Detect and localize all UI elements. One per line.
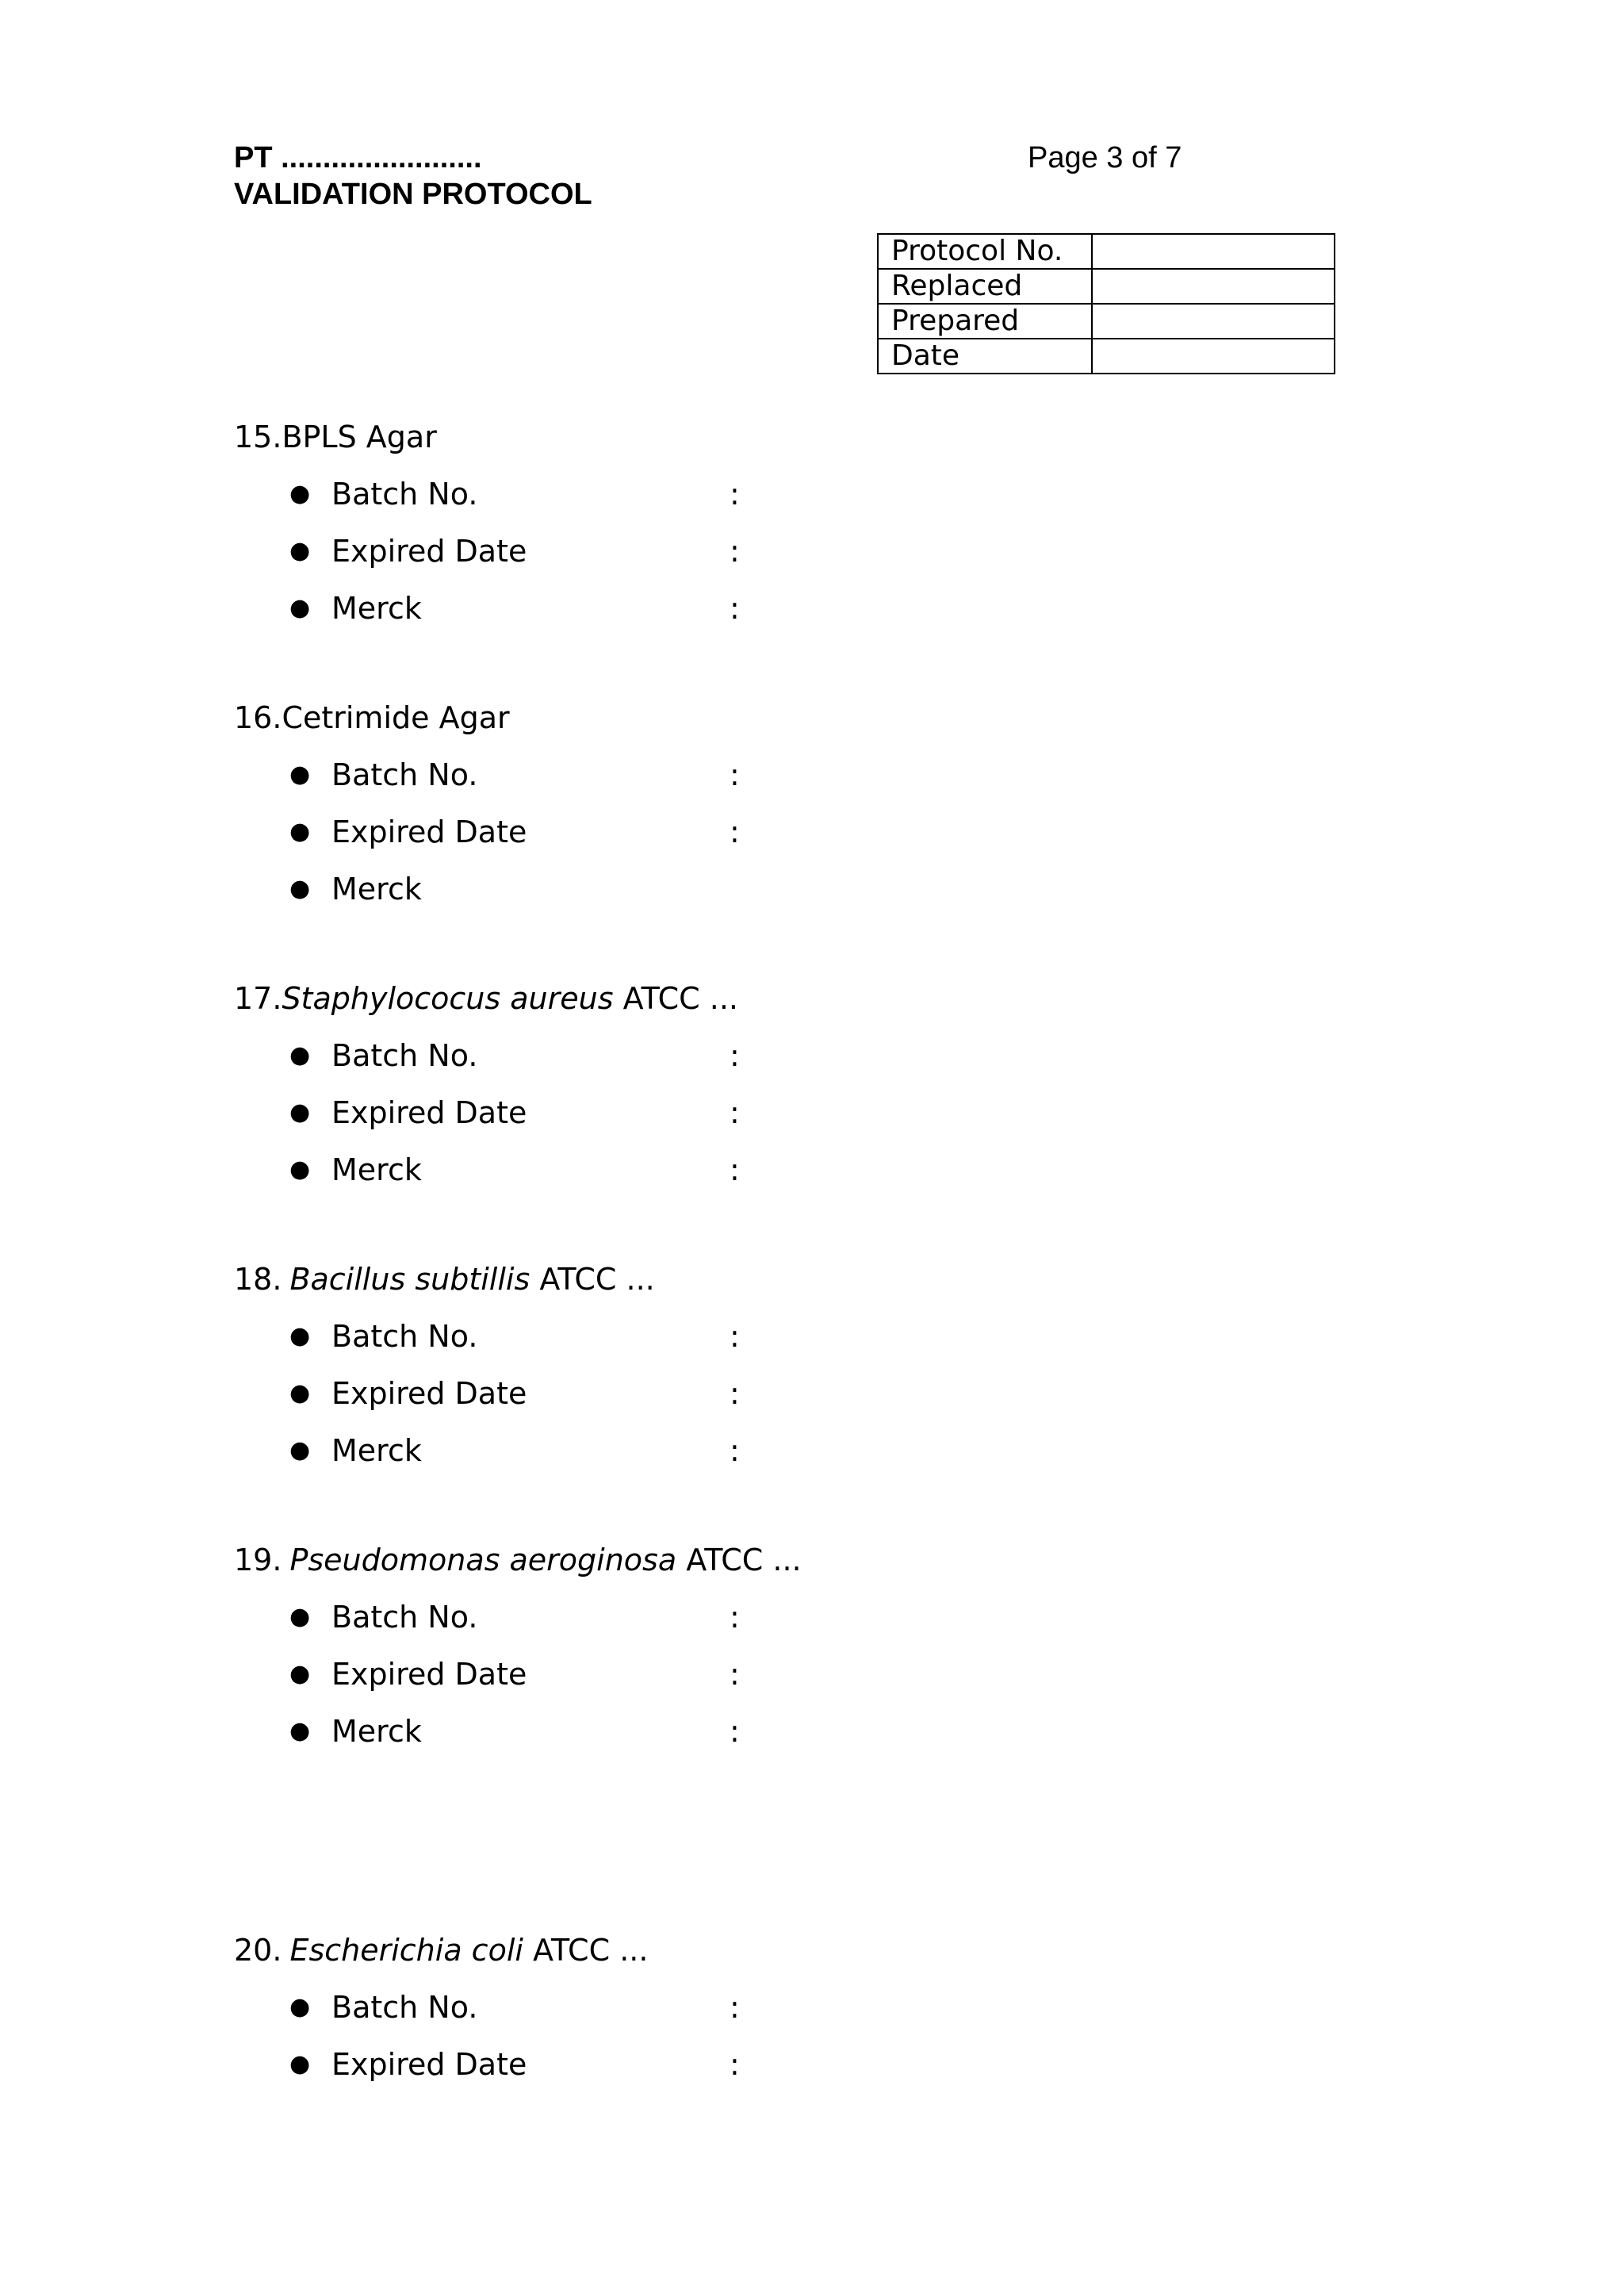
section-items	[234, 1979, 740, 2093]
item-label: Batch No.	[331, 757, 478, 792]
section-title	[234, 1922, 648, 1979]
item-colon: :	[730, 1714, 740, 1749]
bullet-icon: ●	[289, 1603, 311, 1631]
list-item	[234, 861, 510, 918]
section-title	[234, 1531, 802, 1589]
section-title	[234, 689, 510, 746]
section-name: Escherichia coli	[289, 1933, 523, 1968]
item-colon: :	[730, 757, 740, 792]
section-items	[234, 1027, 738, 1198]
section-title	[234, 408, 437, 466]
bullet-icon: ●	[289, 875, 311, 903]
list-item	[234, 1141, 738, 1198]
protocol-info-table	[877, 233, 1335, 374]
section-name: Pseudomonas aeroginosa	[289, 1543, 677, 1577]
item-colon: :	[730, 591, 740, 626]
item-label: Merck	[331, 1152, 422, 1187]
item-colon: :	[730, 1657, 740, 1692]
list-item	[234, 1979, 740, 2036]
list-item	[234, 1589, 802, 1646]
item-colon: :	[730, 2047, 740, 2082]
section-number: 15.	[234, 420, 282, 454]
item-colon: :	[730, 1990, 740, 2025]
item-colon: :	[730, 1376, 740, 1411]
item-label: Batch No.	[331, 477, 478, 512]
item-colon: :	[730, 1095, 740, 1130]
section-suffix: ATCC ...	[523, 1933, 649, 1968]
list-item	[234, 1365, 740, 1422]
section-suffix: ATCC ...	[530, 1262, 655, 1297]
section-number: 16.	[234, 700, 282, 735]
date-label: Date	[878, 339, 1092, 374]
list-item	[234, 2036, 740, 2093]
prepared-label: Prepared	[878, 304, 1092, 339]
section-15-bpls-agar	[234, 408, 740, 637]
item-label: Batch No.	[331, 1038, 478, 1073]
bullet-icon: ●	[289, 537, 311, 565]
section-number: 17.	[234, 981, 282, 1016]
list-item	[234, 1422, 740, 1479]
prepared-value	[1092, 304, 1335, 339]
bullet-icon: ●	[289, 1717, 311, 1745]
bullet-icon: ●	[289, 1322, 311, 1350]
bullet-icon: ●	[289, 761, 311, 788]
section-title	[234, 970, 738, 1027]
item-label: Merck	[331, 872, 422, 907]
header-title-line2: VALIDATION PROTOCOL	[234, 178, 592, 211]
section-19-pseudomonas-aeroginosa	[234, 1531, 802, 1760]
item-colon: :	[730, 815, 740, 849]
item-label: Expired Date	[331, 815, 527, 849]
date-value	[1092, 339, 1335, 374]
item-colon: :	[730, 1600, 740, 1635]
list-item	[234, 1308, 740, 1365]
bullet-icon: ●	[289, 2050, 311, 2078]
section-number: 20.	[234, 1933, 282, 1968]
list-item	[234, 1646, 802, 1703]
bullet-icon: ●	[289, 480, 311, 508]
protocol-no-value	[1092, 234, 1335, 269]
section-items	[234, 1589, 802, 1760]
section-suffix: ATCC ...	[613, 981, 738, 1016]
item-label: Batch No.	[331, 1600, 478, 1635]
section-items	[234, 466, 740, 637]
section-name: Cetrimide Agar	[282, 700, 510, 735]
item-label: Expired Date	[331, 1657, 527, 1692]
section-number: 19.	[234, 1543, 282, 1577]
list-item	[234, 746, 740, 803]
item-label: Expired Date	[331, 534, 527, 569]
bullet-icon: ●	[289, 1098, 311, 1126]
item-colon: :	[730, 1038, 740, 1073]
list-item	[234, 1703, 802, 1760]
list-item	[234, 580, 740, 637]
section-16-cetrimide-agar	[234, 689, 740, 918]
bullet-icon: ●	[289, 1041, 311, 1069]
bullet-icon: ●	[289, 1156, 311, 1183]
section-items	[234, 746, 740, 918]
item-label: Merck	[331, 1433, 422, 1468]
item-colon: :	[730, 477, 740, 512]
bullet-icon: ●	[289, 1993, 311, 2021]
page-number: Page 3 of 7	[1028, 141, 1182, 174]
section-name: Staphylococus aureus	[282, 981, 614, 1016]
section-suffix: ATCC ...	[676, 1543, 802, 1577]
item-label: Expired Date	[331, 1376, 527, 1411]
replaced-row	[878, 269, 1335, 304]
list-item	[234, 523, 740, 580]
item-colon: :	[730, 1319, 740, 1354]
section-number: 18.	[234, 1262, 282, 1297]
date-row	[878, 339, 1335, 374]
list-item	[234, 803, 740, 861]
bullet-icon: ●	[289, 1379, 311, 1407]
section-name: Bacillus subtillis	[289, 1262, 530, 1297]
replaced-value	[1092, 269, 1335, 304]
bullet-icon: ●	[289, 1436, 311, 1464]
section-18-bacillus-subtillis	[234, 1251, 740, 1479]
section-17-staphylococus-aureus	[234, 970, 738, 1198]
item-label: Expired Date	[331, 1095, 527, 1130]
protocol-no-row	[878, 234, 1335, 269]
bullet-icon: ●	[289, 1660, 311, 1688]
prepared-row	[878, 304, 1335, 339]
list-item	[234, 1084, 738, 1141]
bullet-icon: ●	[289, 818, 311, 845]
item-colon: :	[730, 1152, 740, 1187]
replaced-label: Replaced	[878, 269, 1092, 304]
list-item	[234, 1027, 738, 1084]
header-title-line1: PT ........................	[234, 141, 482, 174]
bullet-icon: ●	[289, 594, 311, 622]
item-label: Merck	[331, 1714, 422, 1749]
section-name: BPLS Agar	[282, 420, 437, 454]
section-title	[234, 1251, 655, 1308]
section-20-escherichia-coli	[234, 1922, 740, 2093]
item-label: Expired Date	[331, 2047, 527, 2082]
item-colon: :	[730, 534, 740, 569]
protocol-no-label: Protocol No.	[878, 234, 1092, 269]
item-label: Batch No.	[331, 1319, 478, 1354]
section-items	[234, 1308, 740, 1479]
item-label: Batch No.	[331, 1990, 478, 2025]
item-colon: :	[730, 1433, 740, 1468]
item-label: Merck	[331, 591, 422, 626]
list-item	[234, 466, 740, 523]
